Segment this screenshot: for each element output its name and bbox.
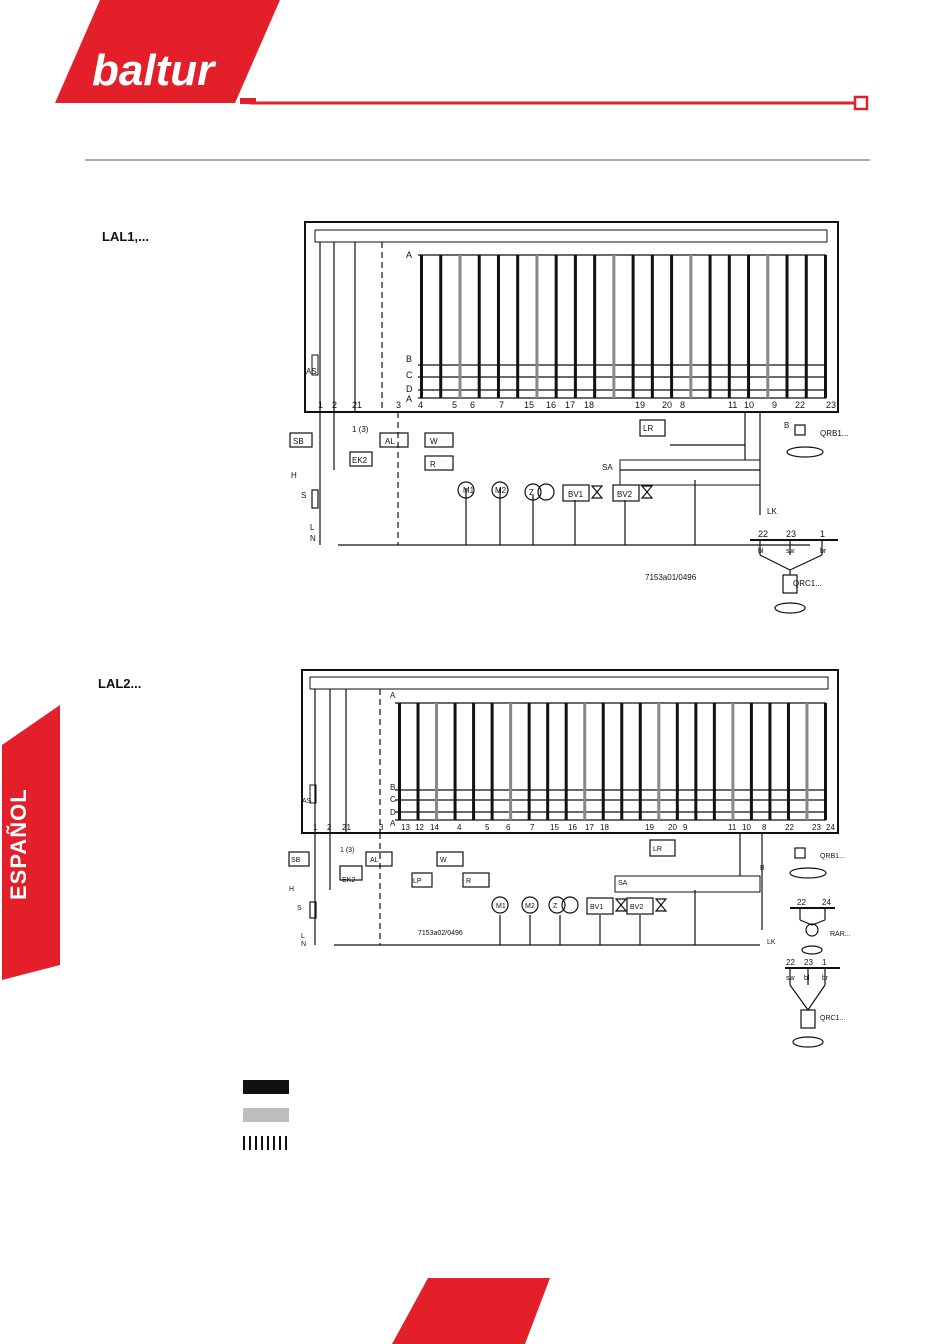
component-label: B	[784, 421, 790, 430]
program-bar	[565, 703, 568, 820]
cable-wire: br	[822, 975, 829, 982]
terminal-label: 11	[728, 823, 737, 832]
terminal-label: 17	[585, 823, 594, 832]
terminal-label: 23	[826, 400, 837, 410]
terminal-label: 22	[795, 400, 806, 410]
terminal-label: 16	[568, 823, 577, 832]
program-bar	[458, 255, 461, 398]
program-bar	[657, 703, 660, 820]
program-bar	[439, 255, 442, 398]
cable-wire: sw	[786, 548, 795, 555]
row-label: A	[406, 394, 413, 404]
cable-wire: bl	[804, 975, 810, 982]
component-label: SA	[618, 880, 628, 887]
program-bar	[417, 703, 420, 820]
program-bar	[478, 255, 481, 398]
program-bar	[472, 703, 475, 820]
program-bar	[824, 703, 827, 820]
component-label: AS	[302, 798, 312, 805]
component-label: BV1	[590, 904, 604, 911]
wiring-diagram-1	[290, 222, 838, 613]
baltur-logo	[52, 0, 280, 104]
component-label: LR	[653, 846, 662, 853]
row-label: C	[390, 795, 396, 804]
component-label: BV2	[617, 490, 633, 499]
legend-solid-grey	[243, 1108, 289, 1122]
cable-wire: sw	[786, 975, 795, 982]
terminal-label: 19	[635, 400, 646, 410]
component-label: H	[289, 886, 295, 893]
row-label: A	[406, 250, 413, 260]
terminal-label: 21	[342, 823, 351, 832]
program-bar	[805, 703, 808, 820]
terminal-label: 5	[452, 400, 458, 410]
program-bar	[750, 703, 753, 820]
program-bar	[651, 255, 654, 398]
row-label: A	[390, 819, 396, 828]
terminal-label: 7	[530, 823, 535, 832]
program-bar	[546, 703, 549, 820]
program-bar	[694, 703, 697, 820]
logo-text: baltur	[92, 46, 215, 95]
terminal-label: 10	[742, 823, 751, 832]
terminal-label: 21	[352, 400, 363, 410]
cable-terminal: 22	[786, 958, 795, 967]
rar-terminal: 24	[822, 898, 831, 907]
component-label: B	[760, 865, 765, 872]
program-bar	[516, 255, 519, 398]
terminal-label: 6	[506, 823, 511, 832]
component-label: AL	[370, 857, 379, 864]
cable-terminal: 23	[786, 529, 797, 539]
terminal-label: 22	[785, 823, 794, 832]
terminal-label: 7	[499, 400, 505, 410]
component-label: QRC1...	[820, 1015, 846, 1022]
terminal-label: 20	[662, 400, 673, 410]
program-bar	[768, 703, 771, 820]
component-label: W	[430, 437, 438, 446]
terminal-label: 15	[550, 823, 559, 832]
terminal-label: 19	[645, 823, 654, 832]
program-bar	[398, 703, 401, 820]
row-label: C	[406, 370, 413, 380]
terminal-label: 9	[683, 823, 688, 832]
diagram2-title: LAL2...	[98, 676, 142, 691]
component-label: AL	[385, 437, 395, 446]
component-label: H	[291, 471, 297, 480]
cable-terminal: 23	[804, 958, 813, 967]
program-bar	[555, 255, 558, 398]
page-number-tab	[392, 1278, 550, 1344]
terminal-label: 18	[584, 400, 595, 410]
component-label: QRC1...	[793, 579, 822, 588]
terminal-label: 1	[318, 400, 324, 410]
terminal-label: 8	[762, 823, 767, 832]
terminal-label: 11	[728, 400, 738, 410]
terminal-label: 6	[470, 400, 476, 410]
program-bar	[593, 255, 596, 398]
terminal-label: 2	[332, 400, 338, 410]
row-label: D	[406, 384, 413, 394]
terminal-label: 5	[485, 823, 490, 832]
program-bar	[612, 255, 615, 398]
program-bar	[824, 255, 827, 398]
program-bar	[787, 703, 790, 820]
diagram-code: 7153a02/0496	[418, 930, 463, 937]
component-label: N	[310, 534, 316, 543]
terminal-label: 15	[524, 400, 535, 410]
component-label: EK2	[342, 877, 356, 884]
terminal-label: 4	[418, 400, 424, 410]
legend-solid-black	[243, 1080, 289, 1094]
terminal-label: 20	[668, 823, 677, 832]
program-bar	[766, 255, 769, 398]
component-label: R	[466, 878, 472, 885]
terminal-label: 3	[379, 823, 384, 832]
terminal-label: 1	[313, 823, 318, 832]
cable-terminal: 22	[758, 529, 769, 539]
component-label: QRB1...	[820, 853, 845, 860]
program-bar	[574, 255, 577, 398]
component-label: N	[301, 941, 307, 948]
terminal-label: 4	[457, 823, 462, 832]
program-bar	[786, 255, 789, 398]
cable-terminal: 1	[820, 529, 826, 539]
component-label: LP	[413, 878, 422, 885]
program-bar	[602, 703, 605, 820]
terminal-label: 3	[396, 400, 402, 410]
row-label: D	[390, 808, 396, 817]
cable-terminal: 1	[822, 958, 827, 967]
component-label: S	[297, 905, 302, 912]
terminal-label: 23	[812, 823, 821, 832]
component-label: 1 (3)	[340, 847, 355, 854]
program-bar	[420, 255, 423, 398]
terminal-label: 2	[327, 823, 332, 832]
component-label: BV1	[568, 490, 584, 499]
terminal-label: 9	[772, 400, 778, 410]
component-label: QRB1...	[820, 429, 849, 438]
component-label: LK	[767, 507, 777, 516]
component-label: M2	[495, 486, 507, 495]
component-label: BV2	[630, 904, 644, 911]
cable-wire: bl	[758, 548, 764, 555]
program-bar	[583, 703, 586, 820]
program-bar	[709, 255, 712, 398]
terminal-label: 8	[680, 400, 686, 410]
program-bar	[435, 703, 438, 820]
terminal-label: 16	[546, 400, 557, 410]
cable-wire: br	[820, 548, 827, 555]
program-bar	[454, 703, 457, 820]
terminal-label: 13	[401, 823, 410, 832]
component-label: SA	[602, 463, 613, 472]
component-label: RAR...	[830, 931, 851, 938]
terminal-label: 17	[565, 400, 576, 410]
program-bar	[509, 703, 512, 820]
legend-dashed	[243, 1136, 289, 1150]
program-bar	[728, 255, 731, 398]
component-label: LR	[643, 424, 654, 433]
diagram1-title: LAL1,...	[102, 229, 149, 244]
program-bar	[713, 703, 716, 820]
component-label: EK2	[352, 456, 368, 465]
terminal-label: 24	[826, 823, 835, 832]
terminal-label: 14	[430, 823, 439, 832]
component-label: AS	[306, 367, 317, 376]
program-bar	[491, 703, 494, 820]
component-label: 1 (3)	[352, 425, 369, 434]
component-label: SB	[293, 437, 304, 446]
row-label: B	[406, 354, 413, 364]
component-label: W	[440, 857, 447, 864]
program-bar	[632, 255, 635, 398]
program-bar	[528, 703, 531, 820]
terminal-label: 12	[415, 823, 424, 832]
component-label: M2	[525, 903, 535, 910]
header-square	[855, 97, 867, 109]
component-label: L	[301, 933, 305, 940]
program-bar	[805, 255, 808, 398]
program-bar	[535, 255, 538, 398]
rar-terminal: 22	[797, 898, 806, 907]
diagram-code: 7153a01/0496	[645, 573, 697, 582]
component-label: R	[430, 460, 436, 469]
program-bar	[497, 255, 500, 398]
component-label: S	[301, 491, 307, 500]
component-label: SB	[291, 857, 301, 864]
program-bar	[670, 255, 673, 398]
component-label: L	[310, 523, 315, 532]
row-label: A	[390, 691, 396, 700]
program-bar	[689, 255, 692, 398]
program-bar	[676, 703, 679, 820]
program-bar	[620, 703, 623, 820]
program-bar	[747, 255, 750, 398]
row-label: B	[390, 783, 396, 792]
program-bar	[731, 703, 734, 820]
terminal-label: 10	[744, 400, 755, 410]
component-label: Z	[553, 903, 558, 910]
program-bar	[639, 703, 642, 820]
component-label: LK	[767, 939, 776, 946]
component-label: Z	[529, 488, 534, 497]
component-label: M1	[496, 903, 506, 910]
language-tab-label: ESPAÑOL	[6, 788, 31, 900]
terminal-label: 18	[600, 823, 609, 832]
component-label: M1	[463, 486, 475, 495]
